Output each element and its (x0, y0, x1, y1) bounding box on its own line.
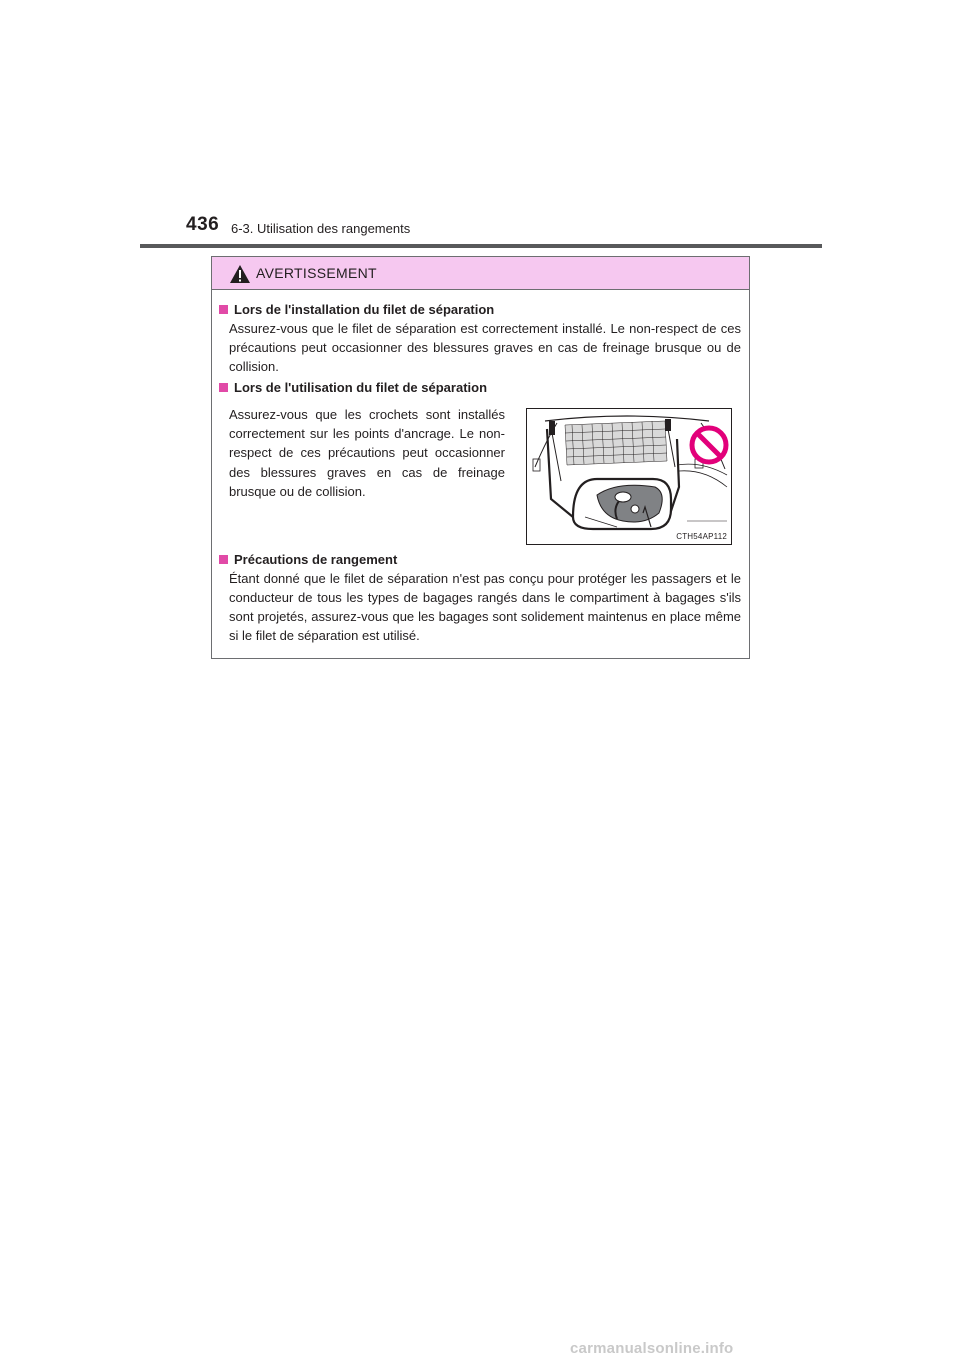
header-rule (140, 244, 822, 248)
item-text: Assurez-vous que les crochets sont installés correctement sur les points d'ancrage. Le non-respect de ces précautions peut occasionner des blessures graves en cas de freinage brusque ou de collision. (229, 407, 505, 499)
warning-item-storage (217, 550, 741, 645)
warning-item-installation (217, 300, 741, 376)
bullet-square-icon (219, 555, 228, 564)
figure-code: CTH54AP112 (676, 532, 727, 541)
cargo-net-illustration (527, 409, 732, 545)
item-heading: Précautions de rangement (234, 552, 398, 567)
hook-installation-figure (526, 408, 732, 545)
warning-title: AVERTISSEMENT (256, 265, 377, 281)
bullet-square-icon (219, 305, 228, 314)
item-heading: Lors de l'installation du filet de séparation (234, 302, 495, 317)
item-heading: Lors de l'utilisation du filet de séparation (234, 380, 488, 395)
page-number: 436 (186, 214, 220, 235)
item-text: Étant donné que le filet de séparation n'est pas conçu pour protéger les passagers et le conducteur de tous les types de bagages rangés dans le compartiment à bagages s'ils sont projetés, assurez-vous que les bagages sont solidement maintenus en place même si le filet de séparation est utilisé. (229, 571, 741, 643)
item-text: Assurez-vous que le filet de séparation est correctement installé. Le non-respect de ces précautions peut occasionner des blessures graves en cas de freinage brusque ou de collision. (229, 321, 741, 374)
warning-item-usage (217, 378, 741, 397)
warning-triangle-icon (229, 264, 251, 284)
section-title: 6-3. Utilisation des rangements (231, 221, 411, 236)
warning-box (211, 256, 750, 659)
prohibition-icon (692, 428, 726, 462)
warning-header (212, 257, 749, 290)
watermark: carmanualsonline.info (570, 1340, 734, 1357)
bullet-square-icon (219, 383, 228, 392)
